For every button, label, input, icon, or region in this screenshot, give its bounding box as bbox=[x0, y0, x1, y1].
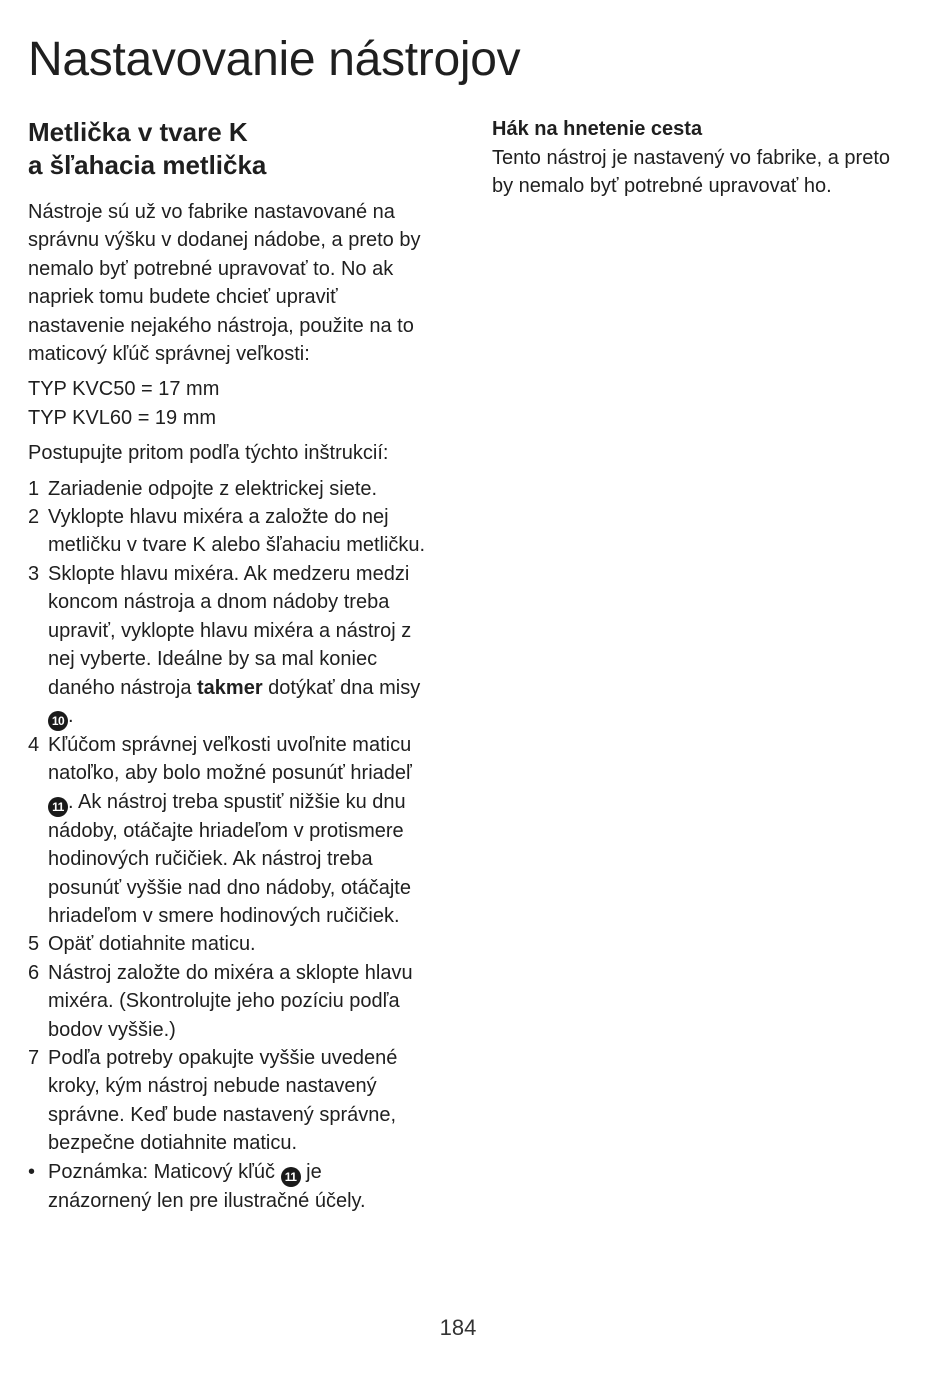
step-number: 3 bbox=[28, 562, 40, 585]
step-6 bbox=[28, 959, 428, 1044]
wrench-size-kvc50: TYP KVC50 = 17 mm bbox=[28, 378, 220, 401]
step-text: Vyklopte hlavu mixéra a založte do nej metličku v tvare K alebo šľahaciu metličku. bbox=[48, 506, 426, 557]
wrench-size-kvl60: TYP KVL60 = 19 mm bbox=[28, 406, 217, 429]
section-heading-line1: Metlička v tvare K bbox=[28, 117, 248, 147]
step-3 bbox=[28, 560, 428, 731]
step-text: Podľa potreby opakujte vyššie uvedené kroky, kým nástroj nebude nastavený správne. Keď bude nastavený správne, bezpečne dotiahnite maticu. bbox=[48, 1046, 398, 1155]
page-title: Nastavovanie nástrojov bbox=[28, 33, 521, 86]
figure-ref-11-badge-icon: 11 bbox=[281, 1167, 301, 1187]
step-text: Nástroj založte do mixéra a sklopte hlavu mixéra. (Skontrolujte jeho pozíciu podľa bodov vyššie.) bbox=[48, 961, 413, 1041]
right-column bbox=[492, 116, 892, 201]
dough-hook-heading: Hák na hnetenie cesta bbox=[492, 118, 703, 140]
left-column bbox=[28, 116, 428, 1215]
step-text: . Ak nástroj treba spustiť nižšie ku dnu nádoby, otáčajte hriadeľom v protismere hodinových ručičiek. Ak nástroj treba posunúť vyššie nad dno nádoby, otáčajte hriadeľom v smere hodinových ručičiek. bbox=[48, 790, 411, 927]
step-text: Zariadenie odpojte z elektrickej siete. bbox=[48, 477, 378, 500]
step-5 bbox=[28, 930, 428, 958]
procedure-intro: Postupujte pritom podľa týchto inštrukcií: bbox=[28, 442, 389, 465]
step-text: Sklopte hlavu mixéra. Ak medzeru medzi koncom nástroja a dnom nádoby treba upraviť, vyklopte hlavu mixéra a nástroj z nej vyberte. Ideálne by sa mal koniec daného nástroja bbox=[48, 562, 412, 699]
note-text: je znázornený len pre ilustračné účely. bbox=[48, 1160, 366, 1212]
step-number: 2 bbox=[28, 506, 40, 529]
step-1 bbox=[28, 475, 428, 503]
step-number: 5 bbox=[28, 933, 40, 956]
step-text: Kľúčom správnej veľkosti uvoľnite maticu natoľko, aby bolo možné posunúť hriadeľ bbox=[48, 733, 412, 785]
wrench-sizes bbox=[28, 375, 428, 432]
step-text: dotýkať dna misy bbox=[262, 676, 421, 699]
figure-ref-10-badge-icon: 10 bbox=[48, 711, 68, 731]
step-text: . bbox=[68, 704, 74, 727]
note-text: Poznámka: Maticový kľúč bbox=[48, 1160, 281, 1183]
page-number: 184 bbox=[439, 1315, 477, 1340]
dough-hook-text: Tento nástroj je nastavený vo fabrike, a preto by nemalo byť potrebné upravovať ho. bbox=[492, 147, 891, 198]
figure-ref-11-badge-icon: 11 bbox=[48, 797, 68, 817]
bullet-icon: • bbox=[28, 1160, 36, 1183]
note-item bbox=[28, 1158, 428, 1215]
step-emphasis: takmer bbox=[197, 676, 263, 699]
step-number: 6 bbox=[28, 961, 40, 984]
step-number: 4 bbox=[28, 733, 40, 756]
step-4 bbox=[28, 731, 428, 930]
steps-list bbox=[28, 475, 428, 1215]
section-heading-line2: a šľahacia metlička bbox=[28, 150, 267, 180]
step-number: 1 bbox=[28, 477, 40, 500]
step-text: Opäť dotiahnite maticu. bbox=[48, 933, 256, 956]
intro-paragraph: Nástroje sú už vo fabrike nastavované na správnu výšku v dodanej nádobe, a preto by nemalo byť potrebné upravovať to. No ak napriek tomu budete chcieť upraviť nastavenie nejakého nástroja, použite na to maticový kľúč správnej veľkosti: bbox=[28, 201, 421, 366]
step-number: 7 bbox=[28, 1046, 40, 1069]
step-2 bbox=[28, 503, 428, 560]
step-7 bbox=[28, 1044, 428, 1158]
section-heading bbox=[28, 116, 428, 182]
